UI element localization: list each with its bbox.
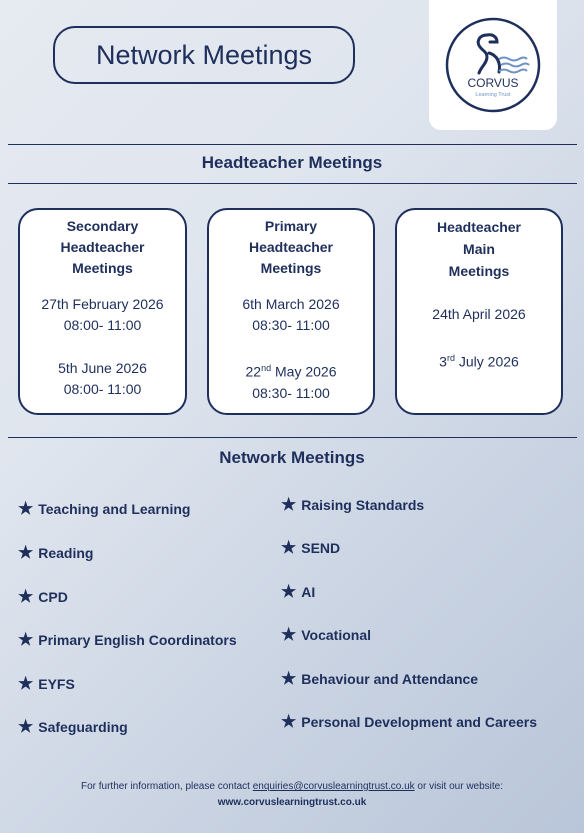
meeting-item: ★ Behaviour and Attendance <box>281 669 479 688</box>
card-title-line: Meetings <box>72 260 133 276</box>
main-meetings-card <box>395 208 563 415</box>
card-title-line: Headteacher <box>436 219 522 235</box>
meeting-item: ★ AI <box>281 582 316 601</box>
website-link[interactable]: www.corvuslearningtrust.co.uk <box>217 797 367 808</box>
page-title <box>53 26 355 84</box>
logo-subtitle: Learning Trust <box>475 92 511 98</box>
meeting-item: ★ Vocational <box>281 625 372 644</box>
date-text: 27th February 2026 <box>41 296 164 312</box>
meeting-item: ★ CPD <box>18 587 68 606</box>
meeting-item: ★ Personal Development and Careers <box>281 712 538 731</box>
star-icon: ★ <box>281 538 297 557</box>
meeting-item: ★ Raising Standards <box>281 495 425 514</box>
meeting-date <box>397 348 561 373</box>
footer-text: or visit our website: <box>414 781 504 792</box>
meeting-item: ★ Primary English Coordinators <box>18 630 237 649</box>
logo-name: CORVUS <box>467 76 519 90</box>
meeting-date <box>209 358 373 404</box>
footer-text: For further information, please contact <box>80 781 253 792</box>
star-icon: ★ <box>281 495 297 514</box>
card-title-line: Headteacher <box>248 239 334 255</box>
card-title-line: Secondary <box>66 218 139 234</box>
star-icon: ★ <box>281 582 297 601</box>
time-text: 08:00- 11:00 <box>63 317 142 333</box>
card-title-line: Main <box>463 241 495 257</box>
logo-card <box>429 0 557 130</box>
primary-meetings-card <box>207 208 375 415</box>
page-title-text: Network Meetings <box>95 39 313 70</box>
star-icon: ★ <box>18 587 34 606</box>
headteacher-heading: Headteacher Meetings <box>201 153 383 172</box>
network-heading: Network Meetings <box>219 448 365 467</box>
card-title-line: Meetings <box>448 263 510 279</box>
time-text: 08:00- 11:00 <box>63 381 142 397</box>
card-title <box>20 216 185 279</box>
divider <box>8 144 577 145</box>
meeting-date <box>20 358 185 400</box>
star-icon: ★ <box>281 712 297 731</box>
date-text: 6th March 2026 <box>242 296 340 312</box>
card-title <box>397 216 561 282</box>
footer-line <box>0 779 584 795</box>
divider <box>8 183 577 184</box>
meeting-date <box>397 304 561 325</box>
star-icon: ★ <box>281 625 297 644</box>
meeting-item: ★ SEND <box>281 538 341 557</box>
star-icon: ★ <box>18 717 34 736</box>
star-icon: ★ <box>18 543 34 562</box>
email-link[interactable]: enquiries@corvuslearningtrust.co.uk <box>252 781 415 792</box>
card-title-line: Meetings <box>260 260 322 276</box>
meeting-item: ★ EYFS <box>18 674 75 693</box>
star-icon: ★ <box>281 669 297 688</box>
date-text: 3rd July 2026 <box>439 353 519 370</box>
date-text: 24th April 2026 <box>432 306 526 322</box>
meeting-date <box>209 294 373 336</box>
time-text: 08:30- 11:00 <box>252 384 330 401</box>
meeting-item: ★ Teaching and Learning <box>18 499 191 518</box>
date-text: 5th June 2026 <box>58 360 147 376</box>
secondary-meetings-card <box>18 208 187 415</box>
star-icon: ★ <box>18 499 34 518</box>
star-icon: ★ <box>18 630 34 649</box>
meeting-item: ★ Safeguarding <box>18 717 128 736</box>
meeting-item: ★ Reading <box>18 543 94 562</box>
card-title-line: Primary <box>264 218 318 234</box>
meeting-date <box>20 294 185 336</box>
divider <box>8 437 577 438</box>
time-text: 08:30- 11:00 <box>252 317 330 333</box>
card-title <box>209 216 373 279</box>
card-title-line: Headteacher <box>60 239 145 255</box>
star-icon: ★ <box>18 674 34 693</box>
date-text: 22nd May 2026 <box>245 363 337 380</box>
corvus-logo <box>443 15 543 115</box>
footer <box>0 779 584 811</box>
